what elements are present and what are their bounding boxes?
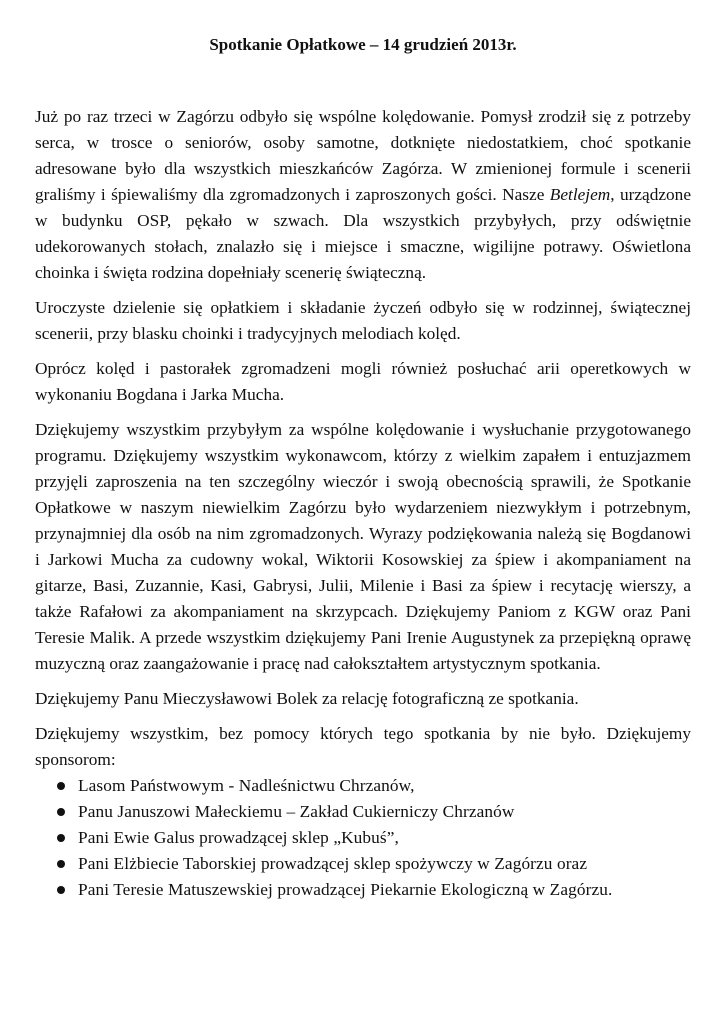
list-item xyxy=(35,799,691,825)
list-item xyxy=(35,825,691,851)
bullet-icon xyxy=(57,834,65,842)
paragraph-intro-emphasis: Betlejem xyxy=(549,185,611,204)
sponsor-name: Panu Januszowi Małeckiemu – Zakład Cukierniczy Chrzanów xyxy=(78,802,515,821)
sponsor-name: Pani Elżbiecie Taborskiej prowadzącej sklep spożywczy w Zagórzu oraz xyxy=(78,854,588,873)
paragraph-intro-text-2: , urządzone w budynku OSP, pękało w szwach. Dla wszystkich przybyłych, przy odświętnie udekorowanych stołach, znalazło się i miejsce i smaczne, wigilijne potrawy. Oświetlona choinka i święta rodzina dopełniały scenerię świąteczną. xyxy=(35,185,691,282)
paragraph-thanks-sponsors: Dziękujemy wszystkim, bez pomocy których tego spotkania by nie było. Dziękujemy sponsorom: xyxy=(35,724,691,769)
document-page xyxy=(35,32,691,903)
bullet-icon xyxy=(57,886,65,894)
document-title: Spotkanie Opłatkowe – 14 grudzień 2013r. xyxy=(209,35,517,54)
paragraph-intro xyxy=(35,104,691,286)
sponsor-name: Pani Ewie Galus prowadzącej sklep „Kubuś”, xyxy=(78,828,399,847)
paragraph-carols: Oprócz kolęd i pastorałek zgromadzeni mogli również posłuchać arii operetkowych w wykonaniu Bogdana i Jarka Mucha. xyxy=(35,359,691,404)
bullet-icon xyxy=(57,808,65,816)
paragraph-thanks-performers: Dziękujemy wszystkim przybyłym za wspólne kolędowanie i wysłuchanie przygotowanego programu. Dziękujemy wszystkim wykonawcom, którzy z wielkim zapałem i entuzjazmem przyjęli zaproszenia na ten szczególny wieczór i swoją obecnością sprawili, że Spotkanie Opłatkowe w naszym niewielkim Zagórzu było wydarzeniem niezwykłym i potrzebnym, przynajmniej dla osób na nim zgromadzonych. Wyrazy podziękowania należą się Bogdanowi i Jarkowi Mucha za cudowny wokal, Wiktorii Kosowskiej za śpiew i akompaniament na gitarze, Basi, Zuzannie, Kasi, Gabrysi, Julii, Milenie i Basi za śpiew i recytację wierszy, a także Rafałowi za akompaniament na skrzypcach. Dziękujemy Paniom z KGW oraz Pani Teresie Malik. A przede wszystkim dziękujemy Pani Irenie Augustynek za przepiękną oprawę muzyczną oraz zaangażowanie i pracę nad całokształtem artystycznym spotkania. xyxy=(35,420,691,673)
list-item xyxy=(35,851,691,877)
bullet-icon xyxy=(57,782,65,790)
sponsor-name: Lasom Państwowym - Nadleśnictwu Chrzanów, xyxy=(78,776,415,795)
sponsor-name: Pani Teresie Matuszewskiej prowadzącej Piekarnie Ekologiczną w Zagórzu. xyxy=(78,880,613,899)
paragraph-oplatek: Uroczyste dzielenie się opłatkiem i składanie życzeń odbyło się w rodzinnej, świątecznej scenerii, przy blasku choinki i tradycyjnych melodiach kolęd. xyxy=(35,298,691,343)
paragraph-thanks-photographer: Dziękujemy Panu Mieczysławowi Bolek za relację fotograficzną ze spotkania. xyxy=(35,689,579,708)
paragraph-intro-text-1: Już po raz trzeci w Zagórzu odbyło się wspólne kolędowanie. Pomysł zrodził się z potrzeby serca, w trosce o seniorów, osoby samotne, dotknięte niedostatkiem, choć spotkanie adresowane było dla wszystkich mieszkańców Zagórza. W zmienionej formule i scenerii graliśmy i śpiewaliśmy dla zgromadzonych i zaproszonych gości. Nasze xyxy=(35,107,691,204)
bullet-icon xyxy=(57,860,65,868)
sponsor-list xyxy=(35,773,691,903)
list-item xyxy=(35,773,691,799)
list-item xyxy=(35,877,691,903)
